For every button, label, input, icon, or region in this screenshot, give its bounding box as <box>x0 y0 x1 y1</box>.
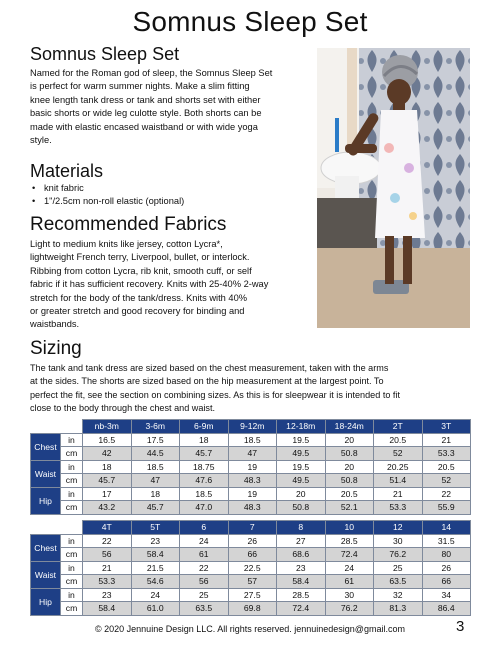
unit-label: in <box>61 588 83 602</box>
measurement-cell: 19.5 <box>277 433 326 447</box>
measurement-cell: 22 <box>422 487 471 501</box>
measurement-cell: 72.4 <box>325 548 374 562</box>
measurement-cell: 54.6 <box>131 575 180 589</box>
measurement-cell: 68.6 <box>277 548 326 562</box>
measurement-cell: 24 <box>180 534 229 548</box>
measurement-cell: 57 <box>228 575 277 589</box>
fabrics-line: Ribbing from cotton Lycra, rib knit, smooth cuff, or self <box>30 265 252 276</box>
measurement-cell: 80 <box>422 548 471 562</box>
size-header: 14 <box>422 521 471 535</box>
measurement-cell: 69.8 <box>228 602 277 616</box>
list-item: • knit fabric <box>30 182 184 195</box>
measurement-cell: 22 <box>83 534 132 548</box>
intro-line: basic shorts or wide leg culotte style. Both shorts can be <box>30 108 262 119</box>
table-corner <box>31 420 83 434</box>
measurement-label: Chest <box>31 534 61 561</box>
measurement-cell: 20 <box>325 433 374 447</box>
size-header: 4T <box>83 521 132 535</box>
unit-label: cm <box>61 602 83 616</box>
table-row <box>31 487 471 501</box>
sizing-line: perfect the fit, see the section on combining sizes. As this is for sleepwear it is intended to fit <box>30 389 401 400</box>
size-header: 6-9m <box>180 420 229 434</box>
sizing-line: The tank and tank dress are sized based on the chest measurement, taken with the arms <box>30 363 389 373</box>
measurement-cell: 23 <box>83 588 132 602</box>
table-row <box>31 501 471 515</box>
unit-label: cm <box>61 501 83 515</box>
measurement-cell: 50.8 <box>277 501 326 515</box>
materials-list <box>30 182 184 208</box>
measurement-cell: 32 <box>374 588 423 602</box>
measurement-cell: 26 <box>228 534 277 548</box>
measurement-cell: 23 <box>131 534 180 548</box>
intro-line: style. <box>30 135 52 146</box>
measurement-cell: 58.4 <box>131 548 180 562</box>
measurement-cell: 21 <box>422 433 471 447</box>
table-corner <box>31 521 83 535</box>
measurement-cell: 50.8 <box>325 447 374 461</box>
measurement-cell: 24 <box>131 588 180 602</box>
measurement-cell: 20.5 <box>374 433 423 447</box>
size-header: 3-6m <box>131 420 180 434</box>
measurement-cell: 86.4 <box>422 602 471 616</box>
measurement-cell: 27 <box>277 534 326 548</box>
table-row <box>31 433 471 447</box>
measurement-cell: 42 <box>83 447 132 461</box>
measurement-label: Waist <box>31 460 61 487</box>
size-chart-table-2 <box>30 520 471 616</box>
unit-label: in <box>61 487 83 501</box>
measurement-cell: 30 <box>374 534 423 548</box>
measurement-cell: 25 <box>374 561 423 575</box>
materials-heading: Materials <box>30 161 104 181</box>
measurement-cell: 20.5 <box>325 487 374 501</box>
fabrics-line: stretch for the body of the tank/dress. Knits with 40% <box>30 292 248 303</box>
table-row <box>31 588 471 602</box>
table-row <box>31 561 471 575</box>
measurement-cell: 52.1 <box>325 501 374 515</box>
measurement-cell: 72.4 <box>277 602 326 616</box>
table-row <box>31 460 471 474</box>
measurement-cell: 50.8 <box>325 474 374 488</box>
fabrics-heading: Recommended Fabrics <box>30 214 227 235</box>
list-item: • 1"/2.5cm non-roll elastic (optional) <box>30 195 184 208</box>
measurement-cell: 61 <box>180 548 229 562</box>
measurement-cell: 27.5 <box>228 588 277 602</box>
copyright-footer: © 2020 Jennuine Design LLC. All rights reserved. jennuinedesign@gmail.com <box>95 624 405 634</box>
measurement-cell: 53.3 <box>374 501 423 515</box>
measurement-cell: 19.5 <box>277 460 326 474</box>
unit-label: cm <box>61 474 83 488</box>
intro-line: knee length tank dress or tank and shorts set with either <box>30 94 261 105</box>
table-row <box>31 575 471 589</box>
measurement-cell: 18.5 <box>228 433 277 447</box>
table-row <box>31 474 471 488</box>
measurement-cell: 52 <box>374 447 423 461</box>
measurement-cell: 43.2 <box>83 501 132 515</box>
size-header: 5T <box>131 521 180 535</box>
measurement-cell: 58.4 <box>83 602 132 616</box>
measurement-cell: 18 <box>83 460 132 474</box>
measurement-cell: 76.2 <box>374 548 423 562</box>
measurement-cell: 56 <box>180 575 229 589</box>
measurement-cell: 18.5 <box>131 460 180 474</box>
measurement-label: Hip <box>31 487 61 514</box>
size-header: 2T <box>374 420 423 434</box>
measurement-cell: 24 <box>325 561 374 575</box>
photo-illustration <box>317 48 470 328</box>
table-row <box>31 602 471 616</box>
size-chart-table-1 <box>30 419 471 515</box>
measurement-cell: 20 <box>325 460 374 474</box>
size-header: 10 <box>325 521 374 535</box>
measurement-cell: 31.5 <box>422 534 471 548</box>
measurement-cell: 18.5 <box>180 487 229 501</box>
measurement-cell: 26 <box>422 561 471 575</box>
intro-heading: Somnus Sleep Set <box>30 44 180 64</box>
measurement-cell: 20.25 <box>374 460 423 474</box>
measurement-cell: 56 <box>83 548 132 562</box>
fabrics-line: Light to medium knits like jersey, cotton Lycra*, <box>30 239 223 249</box>
sizing-line: close to the body through the chest and waist. <box>30 403 216 414</box>
unit-label: cm <box>61 447 83 461</box>
measurement-cell: 28.5 <box>277 588 326 602</box>
measurement-cell: 51.4 <box>374 474 423 488</box>
unit-label: in <box>61 433 83 447</box>
page-title: Somnus Sleep Set <box>132 6 368 37</box>
intro-line: is perfect for warm summer nights. Make a slim fitting <box>30 81 250 92</box>
measurement-cell: 76.2 <box>325 602 374 616</box>
measurement-cell: 49.5 <box>277 447 326 461</box>
sizing-line: at the sides. The shorts are sized based on the hip measurement at the largest point. To <box>30 376 384 387</box>
measurement-cell: 66 <box>228 548 277 562</box>
unit-label: in <box>61 561 83 575</box>
measurement-cell: 18.75 <box>180 460 229 474</box>
fabrics-paragraph <box>30 238 315 332</box>
fabrics-line: fabric if it has sufficient recovery. Knits with 25-40% 2-way <box>30 279 269 290</box>
unit-label: cm <box>61 575 83 589</box>
measurement-cell: 52 <box>422 474 471 488</box>
measurement-cell: 21.5 <box>131 561 180 575</box>
unit-label: in <box>61 460 83 474</box>
measurement-cell: 18 <box>180 433 229 447</box>
size-header: 12-18m <box>277 420 326 434</box>
table-row <box>31 534 471 548</box>
measurement-cell: 44.5 <box>131 447 180 461</box>
measurement-label: Hip <box>31 588 61 615</box>
size-header: 12 <box>374 521 423 535</box>
measurement-cell: 63.5 <box>374 575 423 589</box>
measurement-cell: 45.7 <box>180 447 229 461</box>
intro-paragraph <box>30 67 315 147</box>
sizing-heading: Sizing <box>30 338 82 359</box>
measurement-cell: 34 <box>422 588 471 602</box>
size-header: 6 <box>180 521 229 535</box>
measurement-cell: 23 <box>277 561 326 575</box>
measurement-label: Waist <box>31 561 61 588</box>
size-header: 7 <box>228 521 277 535</box>
measurement-cell: 19 <box>228 460 277 474</box>
measurement-cell: 66 <box>422 575 471 589</box>
measurement-cell: 48.3 <box>228 474 277 488</box>
measurement-cell: 53.3 <box>83 575 132 589</box>
size-header: 3T <box>422 420 471 434</box>
measurement-cell: 28.5 <box>325 534 374 548</box>
size-header: 9-12m <box>228 420 277 434</box>
measurement-label: Chest <box>31 433 61 460</box>
size-header: nb-3m <box>83 420 132 434</box>
measurement-cell: 47 <box>131 474 180 488</box>
measurement-cell: 18 <box>131 487 180 501</box>
measurement-cell: 25 <box>180 588 229 602</box>
measurement-cell: 20 <box>277 487 326 501</box>
measurement-cell: 58.4 <box>277 575 326 589</box>
measurement-cell: 81.3 <box>374 602 423 616</box>
table-row <box>31 447 471 461</box>
table-row <box>31 548 471 562</box>
measurement-cell: 47.6 <box>180 474 229 488</box>
fabrics-line: lightweight French terry, Liverpool, bullet, or interlock. <box>30 252 250 263</box>
intro-line: Named for the Roman god of sleep, the Somnus Sleep Set <box>30 68 273 78</box>
measurement-cell: 19 <box>228 487 277 501</box>
product-photo <box>317 48 470 328</box>
measurement-cell: 45.7 <box>131 501 180 515</box>
measurement-cell: 61.0 <box>131 602 180 616</box>
measurement-cell: 55.9 <box>422 501 471 515</box>
measurement-cell: 47.0 <box>180 501 229 515</box>
unit-label: cm <box>61 548 83 562</box>
measurement-cell: 30 <box>325 588 374 602</box>
measurement-cell: 49.5 <box>277 474 326 488</box>
measurement-cell: 17.5 <box>131 433 180 447</box>
unit-label: in <box>61 534 83 548</box>
page-number: 3 <box>456 618 465 635</box>
intro-line: made with elastic encased waistband or with wide yoga <box>30 121 258 132</box>
measurement-cell: 45.7 <box>83 474 132 488</box>
measurement-cell: 61 <box>325 575 374 589</box>
measurement-cell: 47 <box>228 447 277 461</box>
sizing-paragraph <box>30 362 475 416</box>
fabrics-line: or greater stretch and good recovery for binding and <box>30 306 245 317</box>
measurement-cell: 22 <box>180 561 229 575</box>
measurement-cell: 53.3 <box>422 447 471 461</box>
measurement-cell: 20.5 <box>422 460 471 474</box>
measurement-cell: 63.5 <box>180 602 229 616</box>
measurement-cell: 48.3 <box>228 501 277 515</box>
size-header: 8 <box>277 521 326 535</box>
measurement-cell: 21 <box>374 487 423 501</box>
measurement-cell: 22.5 <box>228 561 277 575</box>
measurement-cell: 16.5 <box>83 433 132 447</box>
measurement-cell: 17 <box>83 487 132 501</box>
measurement-cell: 21 <box>83 561 132 575</box>
size-header: 18-24m <box>325 420 374 434</box>
fabrics-line: waistbands. <box>30 319 80 330</box>
